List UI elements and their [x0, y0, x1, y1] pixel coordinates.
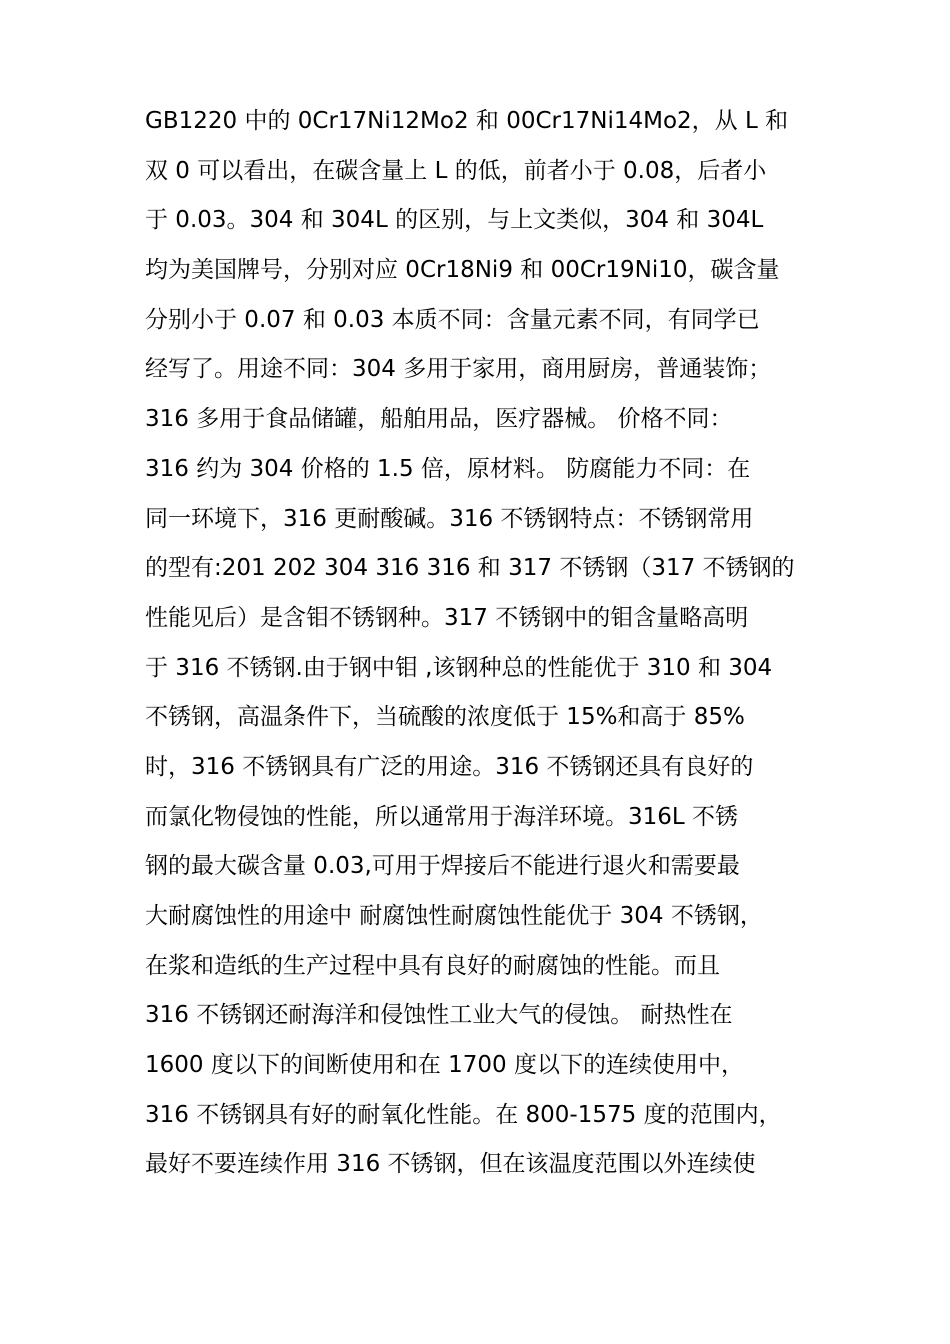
text-line: 双 0 可以看出，在碳含量上 L 的低，前者小于 0.08，后者小 — [145, 157, 767, 184]
text-line: GB1220 中的 0Cr17Ni12Mo2 和 00Cr17Ni14Mo2，从 L 和 — [145, 108, 789, 134]
text-line: 经写了。用途不同：304 多用于家用，商用厨房，普通装饰； — [145, 356, 772, 383]
text-line: 性能见后）是含钼不锈钢种。317 不锈钢中的钼含量略高明 — [145, 604, 749, 631]
text-line: 在浆和造纸的生产过程中具有良好的耐腐蚀的性能。而且 — [145, 952, 720, 979]
text-line: 于 0.03。304 和 304L 的区别，与上文类似，304 和 304L — [145, 207, 764, 234]
text-line: 的型有:201 202 304 316 316 和 317 不锈钢（317 不锈钢的 — [145, 555, 795, 582]
text-line: 大耐腐蚀性的用途中 耐腐蚀性耐腐蚀性能优于 304 不锈钢， — [145, 903, 763, 929]
text-line: 于 316 不锈钢.由于钢中钼 ,该钢种总的性能优于 310 和 304 — [145, 654, 773, 681]
text-line: 316 约为 304 价格的 1.5 倍，原材料。 防腐能力不同：在 — [145, 455, 751, 482]
text-line: 时，316 不锈钢具有广泛的用途。316 不锈钢还具有良好的 — [145, 753, 754, 780]
text-line: 316 不锈钢具有好的耐氧化性能。在 800-1575 度的范围内， — [145, 1101, 782, 1128]
text-line: 最好不要连续作用 316 不锈钢，但在该温度范围以外连续使 — [145, 1151, 756, 1178]
text-line: 分别小于 0.07 和 0.03 本质不同：含量元素不同，有同学已 — [145, 306, 760, 333]
text-line: 同一环境下，316 更耐酸碱。316 不锈钢特点：不锈钢常用 — [145, 505, 754, 532]
text-line: 不锈钢，高温条件下，当硫酸的浓度低于 15%和高于 85% — [145, 704, 745, 731]
text-line: 1600 度以下的间断使用和在 1700 度以下的连续使用中， — [145, 1052, 744, 1079]
text-line: 316 不锈钢还耐海洋和侵蚀性工业大气的侵蚀。 耐热性在 — [145, 1002, 733, 1029]
body-text — [145, 97, 825, 1190]
text-line: 钢的最大碳含量 0.03,可用于焊接后不能进行退火和需要最 — [145, 853, 740, 880]
text-line: 而氯化物侵蚀的性能，所以通常用于海洋环境。316L 不锈 — [145, 803, 739, 830]
text-line: 均为美国牌号，分别对应 0Cr18Ni9 和 00Cr19Ni10，碳含量 — [145, 257, 780, 284]
text-line: 316 多用于食品储罐，船舶用品，医疗器械。 价格不同： — [145, 406, 733, 433]
